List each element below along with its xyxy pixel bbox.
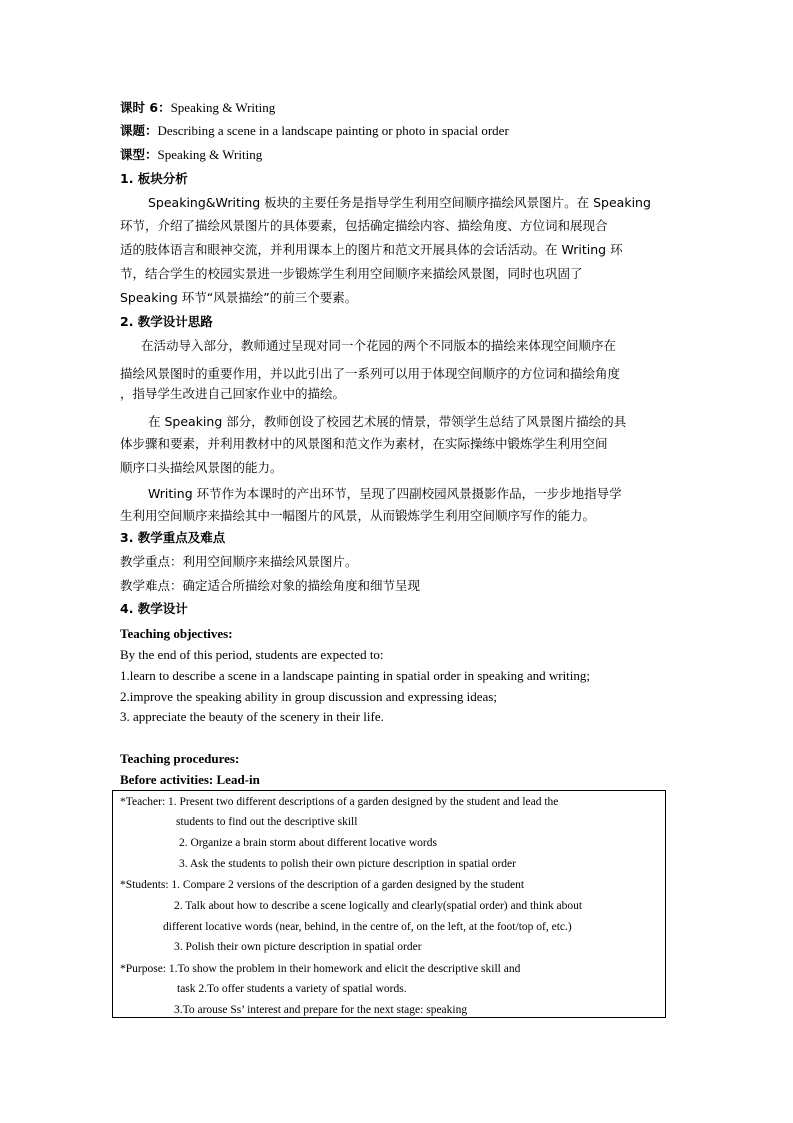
objective-3: 3. appreciate the beauty of the scenery in their life. xyxy=(120,709,384,724)
s1-line3: 适的肢体语言和眼神交流，并利用课本上的图片和范文开展具体的会话活动。在 Writing 环 xyxy=(120,242,623,257)
purpose-1-cont: task 2.To offer students a variety of spatial words. xyxy=(177,983,407,995)
procedures-title: Teaching procedures: xyxy=(120,751,240,766)
type-colon: ： xyxy=(145,147,158,162)
type-line xyxy=(120,147,262,163)
s2-p3-line2: 生利用空间顺序来描绘其中一幅图片的风景，从而锻炼学生利用空间顺序写作的能力。 xyxy=(120,508,596,523)
students-step-3: 3. Polish their own picture description in spatial order xyxy=(174,941,422,953)
type-label: 课型 xyxy=(120,147,146,162)
before-activities-title: Before activities: Lead-in xyxy=(120,772,260,787)
lesson-colon: ： xyxy=(158,100,171,115)
type-value: Speaking & Writing xyxy=(157,147,263,162)
s2-p2-line3: 顺序口头描绘风景图的能力。 xyxy=(120,460,283,475)
objectives-title: Teaching objectives: xyxy=(120,626,233,641)
section4-heading: 4. 教学设计 xyxy=(120,601,188,616)
topic-label: 课题 xyxy=(120,123,146,138)
s1-line1: Speaking&Writing 板块的主要任务是指导学生利用空间顺序描绘风景图片。在 Speaking xyxy=(148,195,651,210)
topic-line xyxy=(120,123,509,139)
lead-in-box xyxy=(112,790,666,1018)
teacher-step-1-cont: students to find out the descriptive skill xyxy=(176,816,358,828)
students-step-2: 2. Talk about how to describe a scene logically and clearly(spatial order) and think about xyxy=(174,900,583,912)
teacher-step-3: 3. Ask the students to polish their own picture description in spatial order xyxy=(179,858,516,870)
difficulty-point: 教学难点：确定适合所描绘对象的描绘角度和细节呈现 xyxy=(120,578,421,593)
topic-value: Describing a scene in a landscape painting or photo in spacial order xyxy=(157,123,509,138)
s2-p3-line1: Writing 环节作为本课时的产出环节，呈现了四副校园风景摄影作品，一步步地指导学 xyxy=(148,486,622,501)
purpose-3: 3.To arouse Ss’ interest and prepare for the next stage: speaking xyxy=(174,1004,468,1016)
s1-line2: 环节，介绍了描绘风景图片的具体要素，包括确定描绘内容、描绘角度、方位词和展现合 xyxy=(120,218,608,233)
s1-line4: 节，结合学生的校园实景进一步锻炼学生利用空间顺序来描绘风景图，同时也巩固了 xyxy=(120,266,583,281)
s2-p1-line1: 在活动导入部分，教师通过呈现对同一个花园的两个不同版本的描绘来体现空间顺序在 xyxy=(141,338,617,353)
s2-p1-line2: 描绘风景图时的重要作用，并以此引出了一系列可以用于体现空间顺序的方位词和描绘角度 xyxy=(120,366,621,381)
key-point: 教学重点：利用空间顺序来描绘风景图片。 xyxy=(120,554,358,569)
students-step-2-cont: different locative words (near, behind, in the centre of, on the left, at the foot/top of, etc.) xyxy=(163,921,572,933)
lesson-value: Speaking & Writing xyxy=(170,100,276,115)
section3-heading: 3. 教学重点及难点 xyxy=(120,530,226,545)
section2-heading: 2. 教学设计思路 xyxy=(120,314,213,329)
teacher-step-2: 2. Organize a brain storm about different locative words xyxy=(179,837,437,849)
s2-p1-line3: ，指导学生改进自己回家作业中的描绘。 xyxy=(120,386,346,401)
purpose-1: *Purpose: 1.To show the problem in their homework and elicit the descriptive skill and xyxy=(120,963,521,975)
teacher-step-1: *Teacher: 1. Present two different descriptions of a garden designed by the student and lead the xyxy=(120,796,559,808)
lesson-line xyxy=(120,100,275,116)
s1-line5: Speaking 环节“风景描绘”的前三个要素。 xyxy=(120,290,358,305)
lesson-label: 课时 6 xyxy=(120,100,159,115)
s2-p2-line2: 体步骤和要素，并利用教材中的风景图和范文作为素材，在实际操练中锻炼学生利用空间 xyxy=(120,436,608,451)
objectives-intro: By the end of this period, students are expected to: xyxy=(120,647,384,662)
students-step-1: *Students: 1. Compare 2 versions of the description of a garden designed by the student xyxy=(120,879,525,891)
topic-colon: ： xyxy=(145,123,158,138)
objective-1: 1.learn to describe a scene in a landscape painting in spatial order in speaking and writing; xyxy=(120,668,591,683)
section1-heading: 1. 板块分析 xyxy=(120,171,188,186)
s2-p2-line1: 在 Speaking 部分，教师创设了校园艺术展的情景，带领学生总结了风景图片描绘的具 xyxy=(148,414,627,429)
objective-2: 2.improve the speaking ability in group discussion and expressing ideas; xyxy=(120,689,497,704)
